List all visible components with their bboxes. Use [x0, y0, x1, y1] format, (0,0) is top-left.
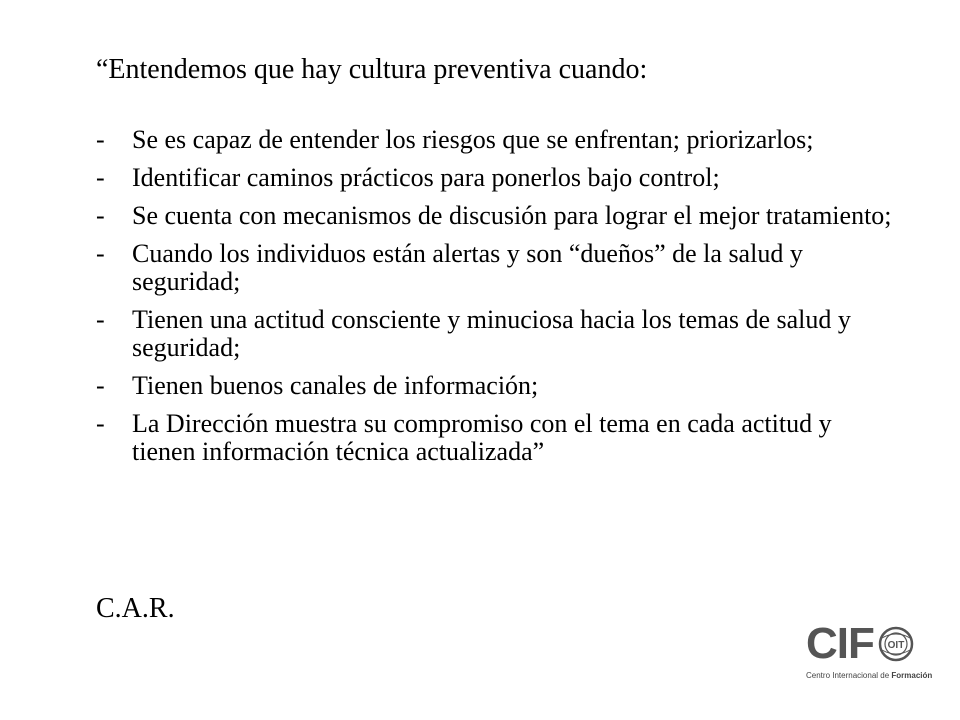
list-item: [96, 306, 896, 362]
bullet-marker: -: [96, 163, 105, 192]
list-item: [96, 126, 896, 154]
bullet-text: Se cuenta con mecanismos de discusión para lograr el mejor tratamiento;: [132, 201, 892, 230]
logo-mark: [806, 619, 926, 668]
bullet-text: Se es capaz de entender los riesgos que se enfrentan; priorizarlos;: [132, 125, 814, 154]
bullet-marker: -: [96, 201, 105, 230]
list-item: [96, 164, 896, 192]
ilo-emblem-icon: [878, 626, 914, 662]
intro-text: “Entendemos que hay cultura preventiva cuando:: [96, 54, 648, 85]
bullet-marker: -: [96, 409, 105, 438]
emblem-text: OIT: [887, 640, 905, 651]
list-item: [96, 202, 896, 230]
bullet-marker: -: [96, 371, 105, 400]
logo-tagline: [806, 670, 933, 682]
bullet-text: La Dirección muestra su compromiso con el tema en cada actitud y tienen información técnica actualizada”: [132, 409, 832, 466]
bullet-text: Tienen buenos canales de información;: [132, 371, 539, 400]
list-item: [96, 410, 896, 466]
bullet-text: Cuando los individuos están alertas y son “dueños” de la salud y seguridad;: [132, 239, 803, 296]
cif-logo: [806, 619, 933, 686]
logo-tagline-regular: Centro Internacional de: [806, 671, 892, 680]
bullet-marker: -: [96, 305, 105, 334]
bullet-marker: -: [96, 125, 105, 154]
list-item: [96, 240, 896, 296]
bullet-list: [96, 126, 896, 476]
logo-wordmark: CIF: [806, 619, 874, 668]
bullet-marker: -: [96, 239, 105, 268]
signature: C.A.R.: [96, 593, 175, 624]
logo-tagline-bold: Formación: [891, 671, 933, 680]
list-item: [96, 372, 896, 400]
bullet-text: Tienen una actitud consciente y minuciosa hacia los temas de salud y seguridad;: [132, 305, 851, 362]
bullet-text: Identificar caminos prácticos para ponerlos bajo control;: [132, 163, 720, 192]
